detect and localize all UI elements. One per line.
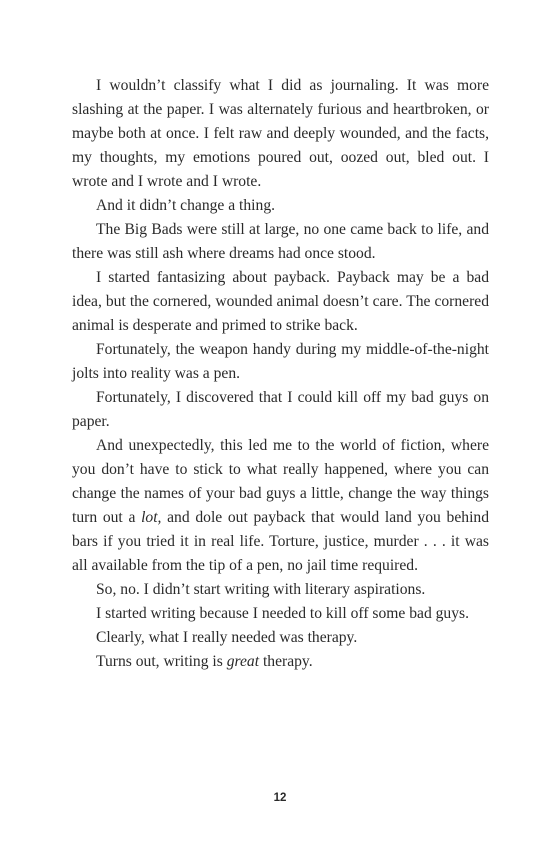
text-run: I wouldn’t classify what I did as journaling. It was more slashing at the paper. I was alternately furious and heartbroken, or maybe both at once. I felt raw and deeply wounded, and the facts, my thoughts, my emotions poured out, oozed out, bled out. I wrote and I wrote and I wrote. — [72, 77, 489, 190]
text-run: Fortunately, the weapon handy during my middle-of-the-night jolts into reality was a pen. — [72, 341, 489, 382]
paragraph — [72, 386, 489, 434]
text-run: Turns out, writing is — [96, 653, 227, 670]
text-run: therapy. — [259, 653, 313, 670]
paragraph — [72, 626, 489, 650]
text-run: and dole out payback that would land you behind bars if you tried it in real life. Torture, justice, murder . . . it was all available from the tip of a pen, no jail time required. — [72, 509, 489, 574]
italic-text: lot, — [141, 509, 162, 526]
paragraph — [72, 650, 489, 674]
paragraph — [72, 74, 489, 194]
paragraph — [72, 602, 489, 626]
body-text — [72, 74, 489, 674]
text-run: The Big Bads were still at large, no one came back to life, and there was still ash where dreams had once stood. — [72, 221, 489, 262]
text-run: Fortunately, I discovered that I could kill off my bad guys on paper. — [72, 389, 489, 430]
page-number: 12 — [273, 792, 287, 804]
paragraph — [72, 434, 489, 578]
italic-text: great — [226, 653, 260, 670]
paragraph — [72, 338, 489, 386]
paragraph — [72, 194, 489, 218]
text-run: I started fantasizing about payback. Payback may be a bad idea, but the cornered, wounded animal doesn’t care. The cornered animal is desperate and primed to strike back. — [72, 269, 489, 334]
paragraph — [72, 266, 489, 338]
paragraph — [72, 218, 489, 266]
text-run: And unexpectedly, this led me to the world of fiction, where you don’t have to stick to what really happened, where you can change the names of your bad guys a little, change the way things turn out a — [72, 437, 489, 526]
text-run: I started writing because I needed to kill off some bad guys. — [96, 605, 469, 622]
text-run: And it didn’t change a thing. — [96, 197, 276, 214]
text-run: So, no. I didn’t start writing with literary aspirations. — [96, 581, 426, 598]
paragraph — [72, 578, 489, 602]
text-run: Clearly, what I really needed was therapy. — [96, 629, 358, 646]
